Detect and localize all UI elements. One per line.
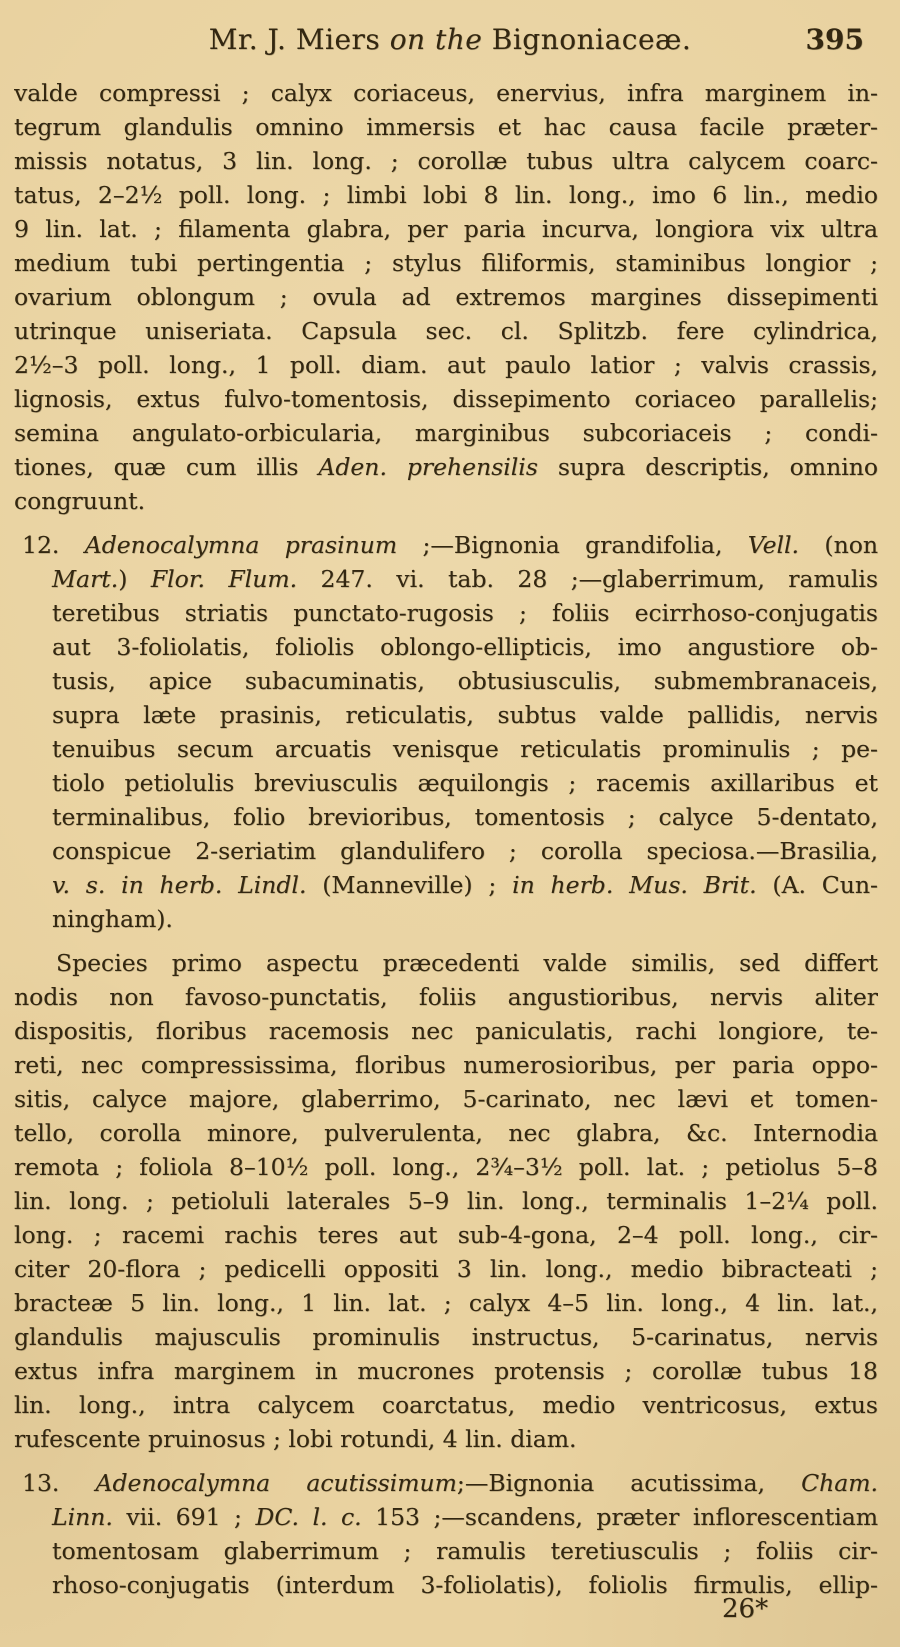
text-segment: tiones, quæ cum illis <box>14 453 319 481</box>
text-segment: lin. long. ; petioluli laterales 5–9 lin. long., terminalis 1–2¼ poll. <box>14 1187 878 1215</box>
text-line <box>14 732 878 766</box>
text-segment: vii. 691 ; <box>112 1503 256 1531</box>
text-line <box>14 314 878 348</box>
text-segment: tegrum glandulis omnino immersis et hac causa facile præter- <box>14 113 878 141</box>
text-segment: citer 20-flora ; pedicelli oppositi 3 lin. long., medio bibracteati ; <box>14 1255 878 1283</box>
text-line <box>14 1534 878 1568</box>
signature-mark: 26* <box>722 1594 769 1624</box>
running-title-suffix: Bignoniaceæ. <box>482 23 692 56</box>
text-line <box>14 1082 878 1116</box>
text-line <box>14 868 878 902</box>
text-line <box>14 1388 878 1422</box>
italic-text-segment: Vell. <box>747 531 800 559</box>
text-segment: supra descriptis, omnino <box>537 453 878 481</box>
text-line <box>14 1218 878 1252</box>
text-line <box>14 280 878 314</box>
text-line <box>14 1252 878 1286</box>
page-footer <box>0 1593 900 1625</box>
text-line <box>14 178 878 212</box>
text-line <box>14 382 878 416</box>
text-segment: tatus, 2–2½ poll. long. ; limbi lobi 8 lin. long., imo 6 lin., medio <box>14 181 878 209</box>
text-segment: rufescente pruinosus ; lobi rotundi, 4 lin. diam. <box>14 1425 577 1453</box>
text-line <box>14 1354 878 1388</box>
text-line <box>14 1286 878 1320</box>
text-segment: aut 3-foliolatis, foliolis oblongo-ellipticis, imo angustiore ob- <box>52 633 878 661</box>
text-segment: long. ; racemi rachis teres aut sub-4-gona, 2–4 poll. long., cir- <box>14 1221 878 1249</box>
text-segment: ningham). <box>52 905 173 933</box>
text-line <box>14 596 878 630</box>
italic-text-segment: Aden. prehensilis <box>318 453 538 481</box>
running-title-prefix: Mr. J. Miers <box>208 23 390 56</box>
text-segment: utrinque uniseriata. Capsula sec. cl. Splitzb. fere cylindrica, <box>14 317 878 345</box>
text-segment: tiolo petiolulis breviusculis æquilongis ; racemis axillaribus et <box>52 769 878 797</box>
text-segment: tomentosam glaberrimum ; ramulis teretiusculis ; foliis cir- <box>52 1537 878 1565</box>
page-body-text <box>14 76 878 1602</box>
text-segment: (Manneville) ; <box>306 871 513 899</box>
italic-text-segment: Adenocalymna acutissimum <box>95 1469 457 1497</box>
text-segment: ) <box>118 565 151 593</box>
text-line <box>14 562 878 596</box>
page-number: 395 <box>805 23 864 56</box>
text-line <box>14 110 878 144</box>
text-segment: reti, nec compressissima, floribus numerosioribus, per paria oppo- <box>14 1051 878 1079</box>
text-segment: 12. <box>22 531 85 559</box>
text-line <box>14 76 878 110</box>
text-line <box>14 980 878 1014</box>
paragraph-species-13-adenocalymna-acutissimum <box>14 1466 878 1602</box>
paragraph-species-12-discussion <box>14 946 878 1456</box>
text-segment: glandulis majusculis prominulis instructus, 5-carinatus, nervis <box>14 1323 878 1351</box>
italic-text-segment: Flor. Flum. <box>150 565 298 593</box>
text-segment: extus infra marginem in mucrones protensis ; corollæ tubus 18 <box>14 1357 878 1385</box>
text-segment: ;—Bignonia grandifolia, <box>397 531 748 559</box>
text-segment: terminalibus, folio brevioribus, tomentosis ; calyce 5-dentato, <box>52 803 878 831</box>
running-title <box>0 22 900 58</box>
text-segment: remota ; foliola 8–10½ poll. long., 2¾–3½ poll. lat. ; petiolus 5–8 <box>14 1153 878 1181</box>
text-line <box>14 834 878 868</box>
text-segment: 2½–3 poll. long., 1 poll. diam. aut paulo latior ; valvis crassis, <box>14 351 878 379</box>
page-header <box>0 22 900 62</box>
text-segment: tusis, apice subacuminatis, obtusiusculis, submembranaceis, <box>52 667 878 695</box>
text-segment: medium tubi pertingentia ; stylus filiformis, staminibus longior ; <box>14 249 878 277</box>
text-segment: 153 ;—scandens, præter inflorescentiam <box>361 1503 878 1531</box>
text-segment: missis notatus, 3 lin. long. ; corollæ tubus ultra calycem coarc- <box>14 147 878 175</box>
text-segment: valde compressi ; calyx coriaceus, enervius, infra marginem in- <box>14 79 878 107</box>
italic-text-segment: v. s. in herb. Lindl. <box>52 871 307 899</box>
text-line <box>14 902 878 936</box>
text-line <box>14 1422 878 1456</box>
text-line <box>14 766 878 800</box>
text-segment: nodis non favoso-punctatis, foliis angustioribus, nervis aliter <box>14 983 878 1011</box>
text-line <box>14 450 878 484</box>
text-segment: tello, corolla minore, pulverulenta, nec glabra, &c. Internodia <box>14 1119 878 1147</box>
text-segment: 247. vi. tab. 28 ;—glaberrimum, ramulis <box>297 565 878 593</box>
text-segment: 9 lin. lat. ; filamenta glabra, per paria incurva, longiora vix ultra <box>14 215 878 243</box>
italic-text-segment: in herb. Mus. Brit. <box>512 871 757 899</box>
text-segment: conspicue 2-seriatim glandulifero ; corolla speciosa.—Brasilia, <box>52 837 878 865</box>
text-line <box>14 348 878 382</box>
text-line <box>14 416 878 450</box>
text-line <box>14 1466 878 1500</box>
text-segment: supra læte prasinis, reticulatis, subtus valde pallidis, nervis <box>52 701 878 729</box>
text-line <box>14 946 878 980</box>
text-line <box>14 1150 878 1184</box>
text-line <box>14 246 878 280</box>
text-segment: (A. Cun- <box>756 871 878 899</box>
text-line <box>14 698 878 732</box>
italic-text-segment: Mart. <box>52 565 119 593</box>
text-segment: 13. <box>22 1469 96 1497</box>
text-line <box>14 630 878 664</box>
italic-text-segment: Adenocalymna prasinum <box>84 531 398 559</box>
italic-text-segment: Cham. <box>801 1469 878 1497</box>
running-title-italic: on the <box>389 23 483 56</box>
text-segment: (non <box>799 531 878 559</box>
text-segment: semina angulato-orbicularia, marginibus subcoriaceis ; condi- <box>14 419 878 447</box>
text-line <box>14 1116 878 1150</box>
text-segment: congruunt. <box>14 487 146 515</box>
text-segment: lin. long., intra calycem coarctatus, medio ventricosus, extus <box>14 1391 878 1419</box>
text-line <box>14 1500 878 1534</box>
text-line <box>14 800 878 834</box>
text-line <box>14 1320 878 1354</box>
paragraph-description-continuation <box>14 76 878 518</box>
text-line <box>14 664 878 698</box>
text-segment: ;—Bignonia acutissima, <box>456 1469 802 1497</box>
text-segment: Species primo aspectu præcedenti valde similis, sed differt <box>56 949 878 977</box>
text-line <box>14 1048 878 1082</box>
text-segment: lignosis, extus fulvo-tomentosis, dissepimento coriaceo parallelis; <box>14 385 878 413</box>
text-segment: teretibus striatis punctato-rugosis ; foliis ecirrhoso-conjugatis <box>52 599 878 627</box>
text-line <box>14 1184 878 1218</box>
text-line <box>14 1014 878 1048</box>
italic-text-segment: Linn. <box>52 1503 113 1531</box>
paragraph-species-12-adenocalymna-prasinum <box>14 528 878 936</box>
text-segment: tenuibus secum arcuatis venisque reticulatis prominulis ; pe- <box>52 735 878 763</box>
text-line <box>14 528 878 562</box>
text-segment: sitis, calyce majore, glaberrimo, 5-carinato, nec lævi et tomen- <box>14 1085 878 1113</box>
text-segment: bracteæ 5 lin. long., 1 lin. lat. ; calyx 4–5 lin. long., 4 lin. lat., <box>14 1289 878 1317</box>
italic-text-segment: DC. l. c. <box>255 1503 362 1531</box>
text-line <box>14 484 878 518</box>
text-segment: ovarium oblongum ; ovula ad extremos margines dissepimenti <box>14 283 878 311</box>
text-line <box>14 144 878 178</box>
text-line <box>14 212 878 246</box>
text-segment: rhoso-conjugatis (interdum 3-foliolatis), foliolis firmulis, ellip- <box>52 1571 878 1599</box>
text-segment: dispositis, floribus racemosis nec paniculatis, rachi longiore, te- <box>14 1017 878 1045</box>
